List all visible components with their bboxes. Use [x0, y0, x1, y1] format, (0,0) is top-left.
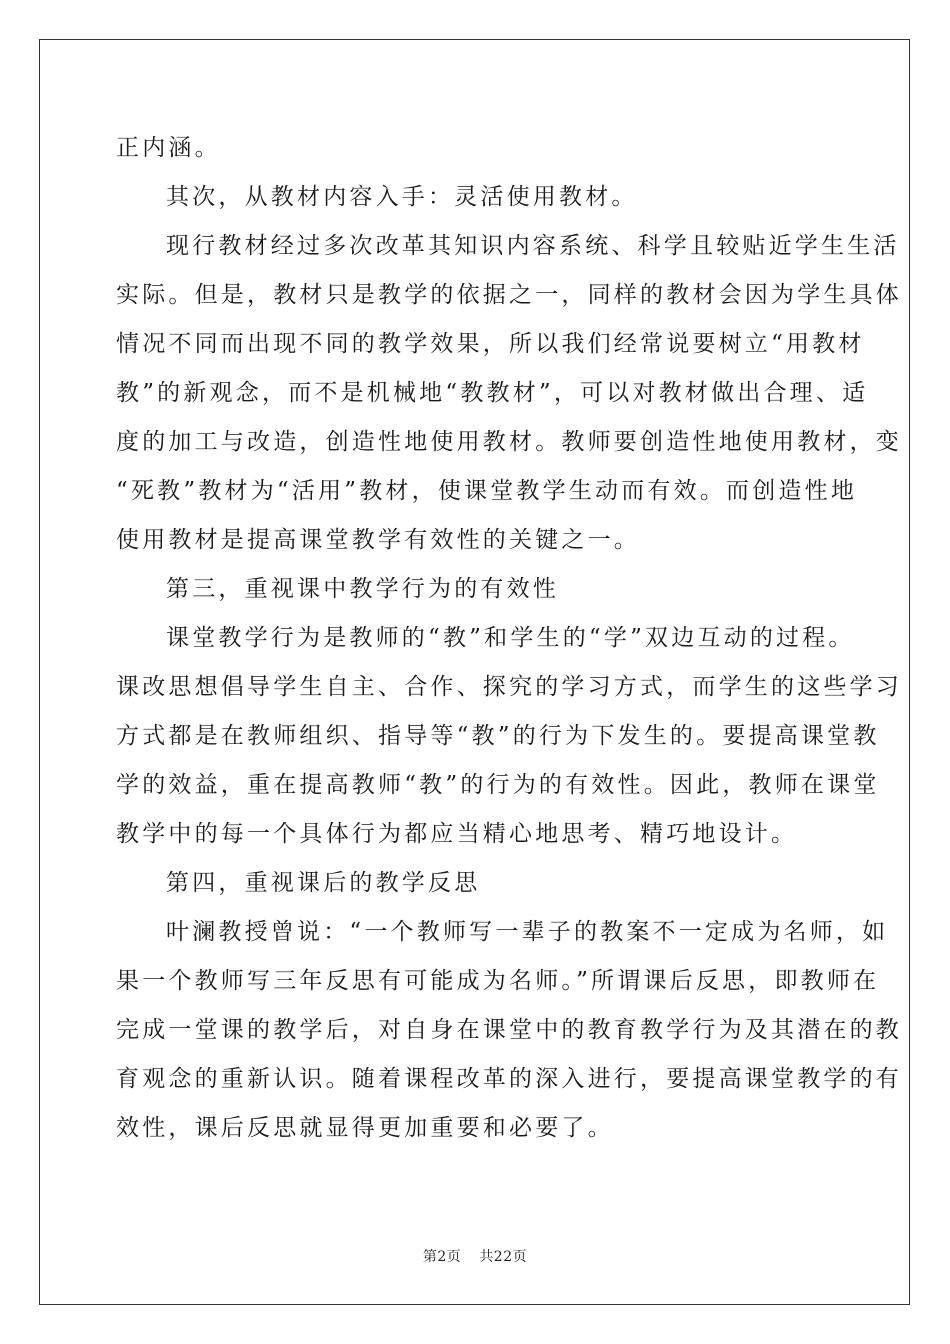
text-line: 使用教材是提高课堂教学有效性的关键之一。 [116, 527, 640, 553]
text-line: 情况不同而出现不同的教学效果，所以我们经常说要树立“用教材 [116, 331, 865, 357]
page-footer [0, 1246, 950, 1266]
text-line: 现行教材经过多次改革其知识内容系统、科学且较贴近学生生活 [166, 233, 900, 259]
page-number: 第2页 [422, 1249, 462, 1265]
text-line: 其次，从教材内容入手：灵活使用教材。 [166, 184, 638, 210]
text-line: 度的加工与改造，创造性地使用教材。教师要创造性地使用教材，变 [116, 429, 902, 455]
text-line: 效性，课后反思就显得更加重要和必要了。 [116, 1115, 614, 1141]
text-line: 教学中的每一个具体行为都应当精心地思考、精巧地设计。 [116, 821, 798, 847]
document-body [116, 124, 902, 1153]
text-line: 方式都是在教师组织、指导等“教”的行为下发生的。要提高课堂教 [116, 723, 880, 749]
text-line: 课改思想倡导学生自主、合作、探究的学习方式，而学生的这些学习 [116, 674, 902, 700]
text-line: 叶澜教授曾说：“一个教师写一辈子的教案不一定成为名师，如 [166, 919, 889, 945]
text-line: 果一个教师写三年反思有可能成为名师。”所谓课后反思，即教师在 [116, 968, 880, 994]
section-heading: 第三，重视课中教学行为的有效性 [166, 576, 559, 602]
text-line: 实际。但是，教材只是教学的依据之一，同样的教材会因为学生具体 [116, 282, 902, 308]
page-total: 共22页 [479, 1249, 528, 1265]
text-line: 正内涵。 [116, 135, 221, 161]
text-line: 教”的新观念，而不是机械地“教教材”，可以对教材做出合理、适 [116, 380, 869, 406]
section-heading: 第四，重视课后的教学反思 [166, 870, 481, 896]
text-line: 课堂教学行为是教师的“教”和学生的“学”双边互动的过程。 [166, 625, 855, 651]
text-line: 学的效益，重在提高教师“教”的行为的有效性。因此，教师在课堂 [116, 772, 880, 798]
text-line: 育观念的重新认识。随着课程改革的深入进行，要提高课堂教学的有 [116, 1066, 902, 1092]
text-line: “死教”教材为“活用”教材，使课堂教学生动而有效。而创造性地 [116, 478, 858, 504]
text-line: 完成一堂课的教学后，对自身在课堂中的教育教学行为及其潜在的教 [116, 1017, 902, 1043]
